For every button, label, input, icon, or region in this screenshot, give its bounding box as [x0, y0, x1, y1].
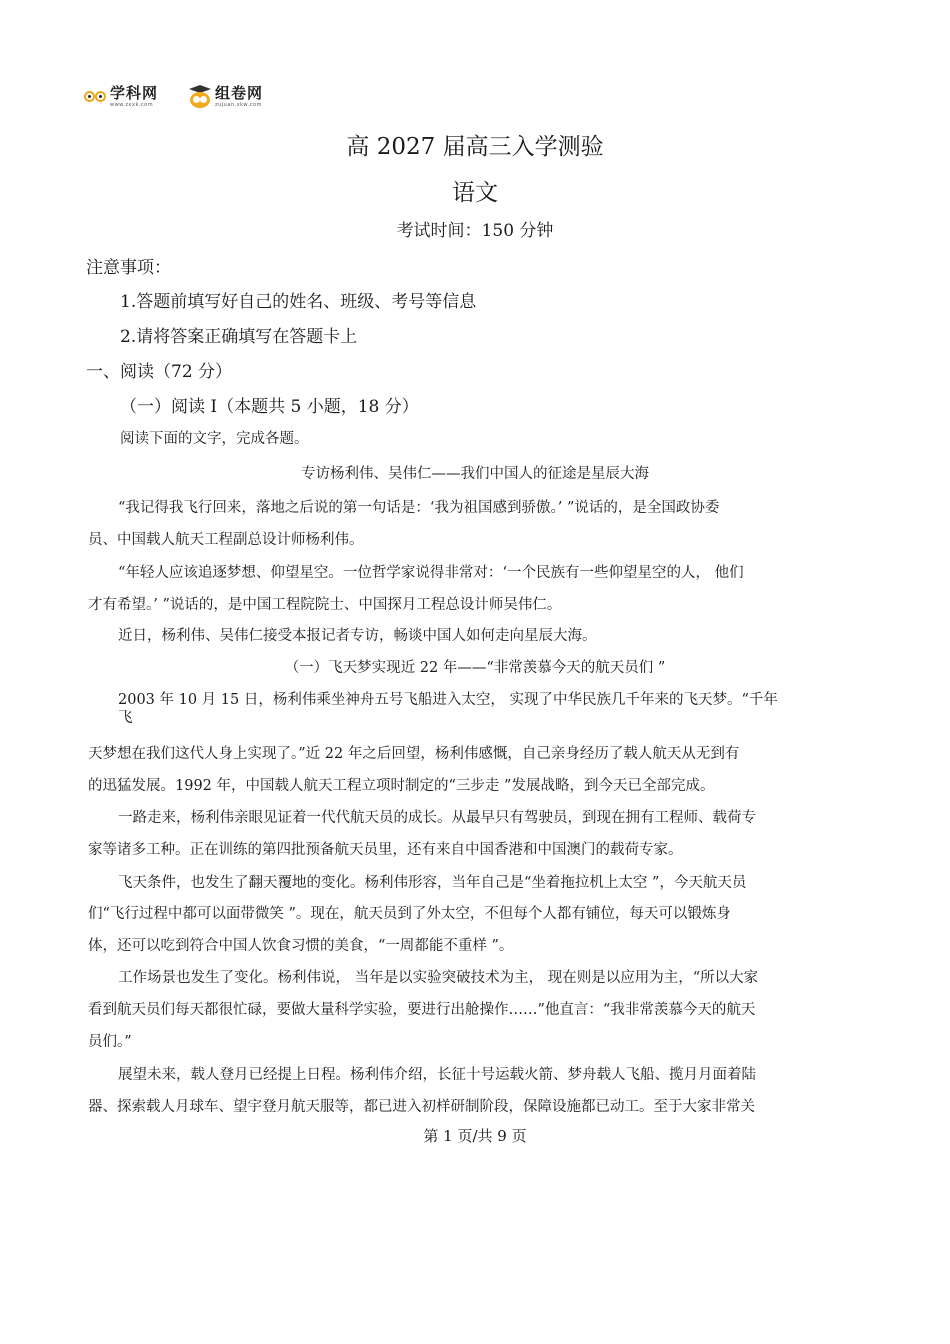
paragraph-line: “我记得我飞行回来，落地之后说的第一句话是：‘我为祖国感到骄傲。’ ”说话的，是全国政协委	[118, 500, 720, 516]
owl-icon	[84, 87, 108, 107]
paragraph-line: 家等诸多工种。正在训练的第四批预备航天员里，还有来自中国香港和中国澳门的载荷专家。	[88, 842, 683, 858]
article-subheading: （一）飞天梦实现近 22 年——“非常羡慕今天的航天员们 ”	[284, 660, 666, 676]
paragraph-line: 天梦想在我们这代人身上实现了。”近 22 年之后回望，杨利伟感慨，自己亲身经历了载人航天从无到有	[88, 746, 740, 762]
paragraph-line: 员、中国载人航天工程副总设计师杨利伟。	[88, 532, 364, 548]
subsection-heading: （一）阅读 I（本题共 5 小题，18 分）	[120, 397, 419, 417]
paragraph-line: 近日，杨利伟、吴伟仁接受本报记者专访，畅谈中国人如何走向星辰大海。	[118, 628, 597, 644]
paragraph-line: 体，还可以吃到符合中国人饮食习惯的美食，“一周都能不重样 ”。	[88, 938, 514, 954]
paragraph-line: 员们。”	[88, 1034, 132, 1050]
paragraph-line: 展望未来，载人登月已经提上日程。杨利伟介绍，长征十号运载火箭、梦舟载人飞船、揽月月面着陆	[118, 1067, 756, 1083]
paragraph-line: 看到航天员们每天都很忙碌，要做大量科学实验，要进行出舱操作……”他直言：“我非常羡慕今天的航天	[88, 1002, 756, 1018]
subject-title: 语文	[452, 180, 498, 206]
paragraph-line: 飞	[118, 710, 133, 726]
zxxk-logo	[84, 80, 158, 114]
note-item: 2.请将答案正确填写在答题卡上	[120, 327, 358, 347]
note-item: 1.答题前填写好自己的姓名、班级、考号等信息	[120, 292, 477, 312]
logo-url: zujuan.xkw.com	[215, 102, 262, 108]
paragraph-line: 飞天条件，也发生了翻天覆地的变化。杨利伟形容，当年自己是“坐着拖拉机上太空 ”，今天航天员	[118, 875, 747, 891]
paragraph-line: 2003 年 10 月 15 日，杨利伟乘坐神舟五号飞船进入太空， 实现了中华民族几千年来的飞天梦。“千年	[118, 692, 778, 708]
logo-url: www.zxxk.com	[110, 102, 154, 108]
paragraph-line: “年轻人应该追逐梦想、仰望星空。一位哲学家说得非常对：‘一个民族有一些仰望星空的人， 他们	[118, 565, 744, 581]
page-footer: 第 1 页/共 9 页	[423, 1127, 527, 1145]
paragraph-line: 一路走来，杨利伟亲眼见证着一代代航天员的成长。从最早只有驾驶员，到现在拥有工程师、载荷专	[118, 810, 756, 826]
exam-title: 高 2027 届高三入学测验	[346, 134, 604, 160]
zujuan-logo	[188, 80, 263, 114]
paragraph-line: 才有希望。’ ”说话的，是中国工程院院士、中国探月工程总设计师吴伟仁。	[88, 597, 562, 613]
logo-name: 组卷网	[215, 84, 264, 102]
time-limit: 考试时间：150 分钟	[396, 221, 554, 241]
paragraph-line: 们“飞行过程中都可以面带微笑 ”。现在，航天员到了外太空，不但每个人都有铺位，每天可以锻炼身	[88, 906, 731, 922]
graduation-owl-icon	[188, 85, 212, 109]
section-heading: 一、阅读（72 分）	[86, 362, 233, 382]
logo-name: 学科网	[110, 84, 159, 102]
paragraph-line: 的迅猛发展。1992 年，中国载人航天工程立项时制定的“三步走 ”发展战略，到今天已全部完成。	[88, 778, 715, 794]
notes-heading: 注意事项：	[86, 258, 171, 278]
instruction: 阅读下面的文字，完成各题。	[120, 431, 309, 447]
article-title: 专访杨利伟、吴伟仁——我们中国人的征途是星辰大海	[301, 466, 649, 482]
paragraph-line: 工作场景也发生了变化。杨利伟说， 当年是以实验突破技术为主， 现在则是以应用为主，“所以大家	[118, 970, 759, 986]
paragraph-line: 器、探索载人月球车、望宇登月航天服等，都已进入初样研制阶段，保障设施都已动工。至于大家非常关	[88, 1099, 755, 1115]
